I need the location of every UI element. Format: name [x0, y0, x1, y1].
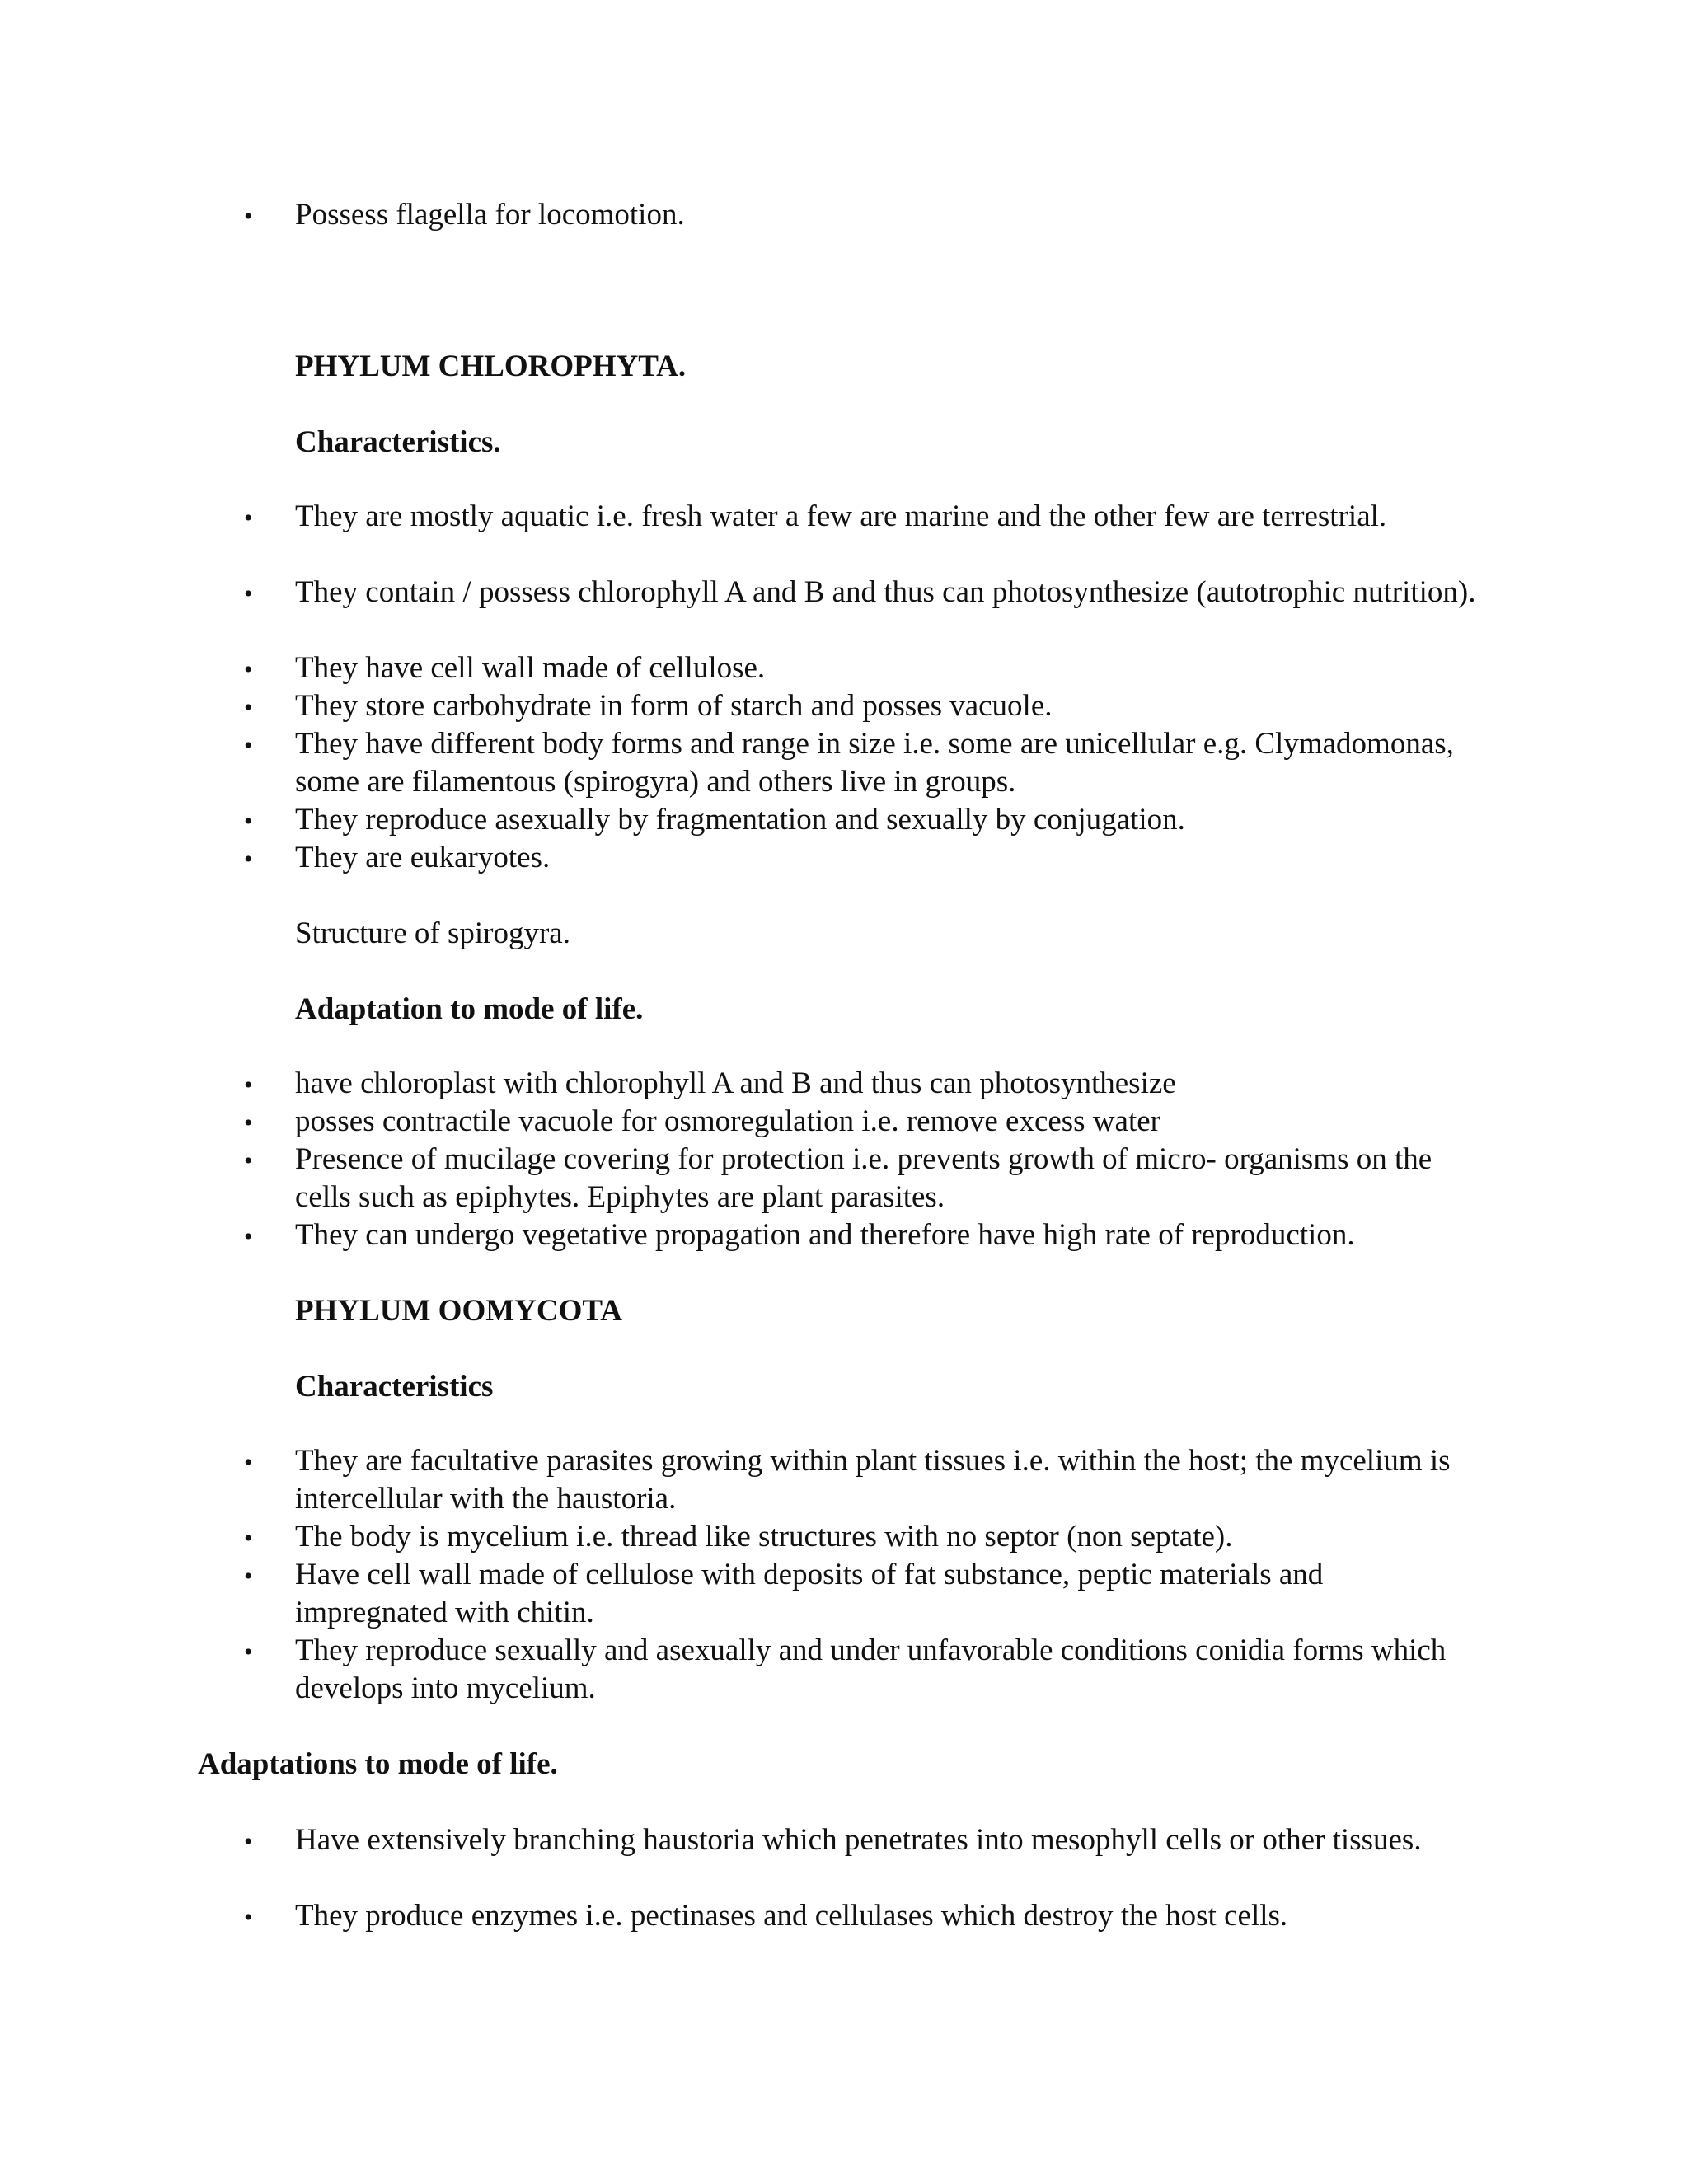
bullet-marker: • [244, 203, 253, 230]
bullet-marker: • [244, 1449, 253, 1476]
bullet-marker: • [244, 1563, 253, 1590]
list-item: Have extensively branching haustoria which penetrates into mesophyll cells or other tissues. [295, 1823, 1422, 1857]
bullet-marker: • [244, 504, 253, 532]
list-item: have chloroplast with chlorophyll A and B and thus can photosynthesize [295, 1066, 1176, 1100]
list-item: posses contractile vacuole for osmoregulation i.e. remove excess water [295, 1104, 1161, 1138]
section-heading-oomycota: PHYLUM OOMYCOTA [295, 1294, 623, 1328]
section-subheading-characteristics: Characteristics. [295, 425, 501, 459]
list-item: They have cell wall made of cellulose. [295, 651, 766, 685]
list-item: They contain / possess chlorophyll A and B and thus can photosynthesize (autotrophic nutrition). [295, 575, 1476, 609]
bullet-marker: • [244, 808, 253, 835]
bullet-marker: • [244, 656, 253, 683]
bullet-marker: • [244, 1638, 253, 1666]
bullet-marker: • [244, 1109, 253, 1137]
adaptations-heading: Adaptations to mode of life. [198, 1747, 558, 1781]
list-item: They can undergo vegetative propagation and therefore have high rate of reproduction. [295, 1218, 1355, 1252]
top-bullet-text: Possess flagella for locomotion. [295, 198, 685, 232]
list-item: The body is mycelium i.e. thread like structures with no septor (non septate). [295, 1520, 1233, 1554]
adaptation-heading: Adaptation to mode of life. [295, 992, 644, 1026]
bullet-marker: • [244, 1904, 253, 1931]
structure-note: Structure of spirogyra. [295, 916, 570, 950]
bullet-marker: • [244, 1525, 253, 1552]
bullet-marker: • [244, 1828, 253, 1855]
list-item: They are mostly aquatic i.e. fresh water a few are marine and the other few are terrestrial. [295, 499, 1387, 533]
list-item: They have different body forms and range in size i.e. some are unicellular e.g. Clymadomonas, some are filamentous (spirogyra) and others live in groups. [295, 727, 1454, 799]
bullet-marker: • [244, 732, 253, 759]
list-item: They are facultative parasites growing within plant tissues i.e. within the host; the mycelium is intercellular with the haustoria. [295, 1444, 1451, 1516]
section-subheading-characteristics: Characteristics [295, 1370, 494, 1404]
bullet-marker: • [244, 580, 253, 607]
list-item: They reproduce sexually and asexually and under unfavorable conditions conidia forms which develops into mycelium. [295, 1633, 1447, 1705]
list-item: They reproduce asexually by fragmentation and sexually by conjugation. [295, 803, 1185, 837]
list-item: Have cell wall made of cellulose with deposits of fat substance, peptic materials and impregnated with chitin. [295, 1558, 1324, 1629]
bullet-marker: • [244, 1147, 253, 1174]
list-item: They produce enzymes i.e. pectinases and cellulases which destroy the host cells. [295, 1899, 1288, 1933]
list-item: They are eukaryotes. [295, 841, 551, 874]
bullet-marker: • [244, 1071, 253, 1099]
list-item: Presence of mucilage covering for protection i.e. prevents growth of micro- organisms on the cells such as epiphytes. Epiphytes are plant parasites. [295, 1142, 1432, 1214]
section-heading-chlorophyta: PHYLUM CHLOROPHYTA. [295, 349, 687, 383]
list-item: They store carbohydrate in form of starch and posses vacuole. [295, 689, 1053, 723]
bullet-marker: • [244, 846, 253, 873]
bullet-marker: • [244, 1223, 253, 1250]
bullet-marker: • [244, 694, 253, 721]
